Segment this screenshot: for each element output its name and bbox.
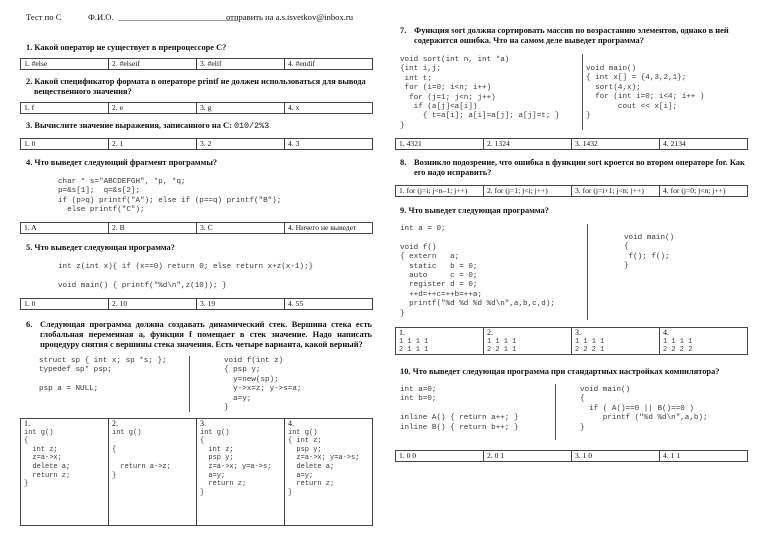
answer-option[interactable] <box>196 419 284 525</box>
question-7-number: 7. <box>400 26 407 35</box>
answer-code: int g() { int z; z=a->x; delete a; return z; } <box>24 428 71 489</box>
answer-number: 2. <box>487 328 493 337</box>
answer-option[interactable]: 3. 2 <box>196 139 284 149</box>
answer-option[interactable]: 3. 19 <box>196 299 284 309</box>
question-3 <box>26 121 269 131</box>
answer-code: 1 1 1 1 2 2 1 1 <box>487 337 517 354</box>
question-8 <box>414 158 745 178</box>
question-7 <box>414 26 729 46</box>
answer-code: 1 1 1 1 2 1 1 1 <box>399 337 429 354</box>
answer-code: int g() { int z; psp y; z=a->x; y=a->s; delete a; a=y; return z; } <box>288 428 360 497</box>
code-q6-left: struct sp { int x; sp *s; }; typedef sp* psp; psp a = NULL; <box>39 357 167 394</box>
code-q10-left: int a=0; int b=0; inline A() { return a++; } inline B() { return b++; } <box>400 386 519 432</box>
question-3-text: 3. Вычислите значение выражения, записанного на С: <box>26 121 234 130</box>
answer-option[interactable]: 4. 3 <box>284 139 372 149</box>
answer-number: 2. <box>112 419 118 428</box>
code-q7-right: void main() { int x[] = {4,3,2,1}; sort(4,x); for (int i=0; i<4; i++ ) cout << x[i]; } <box>586 65 705 121</box>
answer-option[interactable]: 4. 2134 <box>659 139 747 149</box>
answer-option[interactable]: 1. #else <box>24 59 48 68</box>
answer-option[interactable]: 3. for (j=i+1; j<n; j++) <box>571 186 659 196</box>
answer-number: 1. <box>24 419 30 428</box>
answer-option[interactable] <box>21 419 108 525</box>
question-4: 4. Что выведет следующий фрагмент программы? <box>26 158 218 167</box>
answer-code: int g() { return a->z; } <box>112 428 171 480</box>
code-divider <box>555 384 556 440</box>
answer-option[interactable]: 2. 1324 <box>483 139 571 149</box>
code-q4: char * s="ABCDEFGH", *p, *q; p=&s[1]; q=&s[2]; if (p>q) printf("A"); else if (p==q) printf("B"); else printf("C"); <box>58 178 282 215</box>
answer-option[interactable]: 1. A <box>24 223 37 232</box>
answer-option[interactable]: 4. #endif <box>284 59 372 69</box>
answer-option[interactable]: 3. C <box>196 223 284 233</box>
answers-q10 <box>395 450 748 462</box>
code-q5-line1: int z(int x){ if (x==0) return 0; else return x+z(x-1);} <box>58 263 314 271</box>
answer-option[interactable]: 1. for (j=i; j<n–1; j++) <box>399 186 468 195</box>
answer-option[interactable] <box>284 419 372 525</box>
question-6: Следующая программа должна создавать динамический стек. Вершина стека есть глобальная переменная a, функция f помещает в стек значение. Надо написать процедуру снятия с вершины стека значения. Есть четыре варианта, какой верный? <box>40 320 372 350</box>
question-7-line2: содержится ошибка. Что на самом деле выведет программа? <box>414 36 644 46</box>
answer-option[interactable]: 3. g <box>196 103 284 113</box>
code-q9-right: void main() { f(); f(); } <box>624 234 675 271</box>
answers-q9 <box>395 327 748 355</box>
answer-code: int g() { int z; psp y; z=a->x; y=a->s; a=y; return z; } <box>200 428 272 497</box>
code-q5-line2: void main() { printf("%d\n",z(10)); } <box>58 282 227 290</box>
answer-option[interactable]: 2. #elseif <box>108 59 196 69</box>
answers-q8 <box>395 185 748 197</box>
answer-option[interactable] <box>571 328 659 354</box>
answer-option[interactable]: 2. for (j=1; j<i; j++) <box>483 186 571 196</box>
question-2 <box>26 77 366 97</box>
code-q7-left: void sort(int n, int *a) {int i,j; int t; for (i=0; i<n; i++) for (j=1; j<n; j++) if (a[j]<a[i]) { t=a[i]; a[i]=a[j]; a[j]=t; } } <box>400 56 560 130</box>
answer-option[interactable]: 4. Ничего не выведет <box>284 223 372 233</box>
question-7-line1: Функция sort должна сортировать массив по возрастанию элементов, однако в ней <box>414 26 729 35</box>
code-divider <box>189 356 190 412</box>
answer-option[interactable]: 1. 0 0 <box>399 451 417 460</box>
answers-q5 <box>20 298 373 310</box>
answer-option[interactable]: 4. for (j=0; j<n; j++) <box>659 186 747 196</box>
question-8-number: 8. <box>400 158 407 167</box>
code-q10-right: void main() { if ( A()==0 || B()==0 ) printf ("%d %d\n",a,b); } <box>580 386 708 432</box>
answer-option[interactable]: 1. 0 <box>24 299 36 308</box>
answer-option[interactable]: 1. 4321 <box>399 139 422 148</box>
send-to-email: отправить на a.s.tsvetkov@inbox.ru <box>226 12 354 22</box>
question-8-line1: Возникло подозрение, что ошибка в функции sort кроется во втором операторе for. Как <box>414 158 745 167</box>
answer-option[interactable]: 2. 1 <box>108 139 196 149</box>
answer-option[interactable]: 4. 55 <box>284 299 372 309</box>
code-divider <box>582 54 583 130</box>
answers-q6 <box>20 418 373 526</box>
answer-option[interactable] <box>659 328 747 354</box>
answer-option[interactable]: 2. B <box>108 223 196 233</box>
question-2-line1: 2. Какой спецификатор формата в операторе printf не должен использоваться для вывода <box>26 77 366 86</box>
answer-option[interactable]: 2. 10 <box>108 299 196 309</box>
code-q6-right: void f(int z) { psp y; y=new(sp); y->x=z; y->s=a; a=y; } <box>224 357 302 413</box>
code-divider <box>587 224 588 320</box>
answers-q2 <box>20 102 373 114</box>
answer-option[interactable]: 1. f <box>24 103 35 112</box>
answer-option[interactable]: 3. #elif <box>196 59 284 69</box>
answer-option[interactable] <box>108 419 196 525</box>
answer-option[interactable]: 1. 0 <box>24 139 36 148</box>
code-q9-left: int a = 0; void f() { extern a; static b = 0; auto c = 0; register d = 0; ++d=++c=++b=++a; printf("%d %d %d %d\n",a,b,c,d); } <box>400 225 555 318</box>
question-3-expression: 010/2%3 <box>233 121 270 131</box>
question-10: 10. Что выведет следующая программа при стандартных настройках компилятора? <box>400 367 720 376</box>
question-8-line2: его надо исправить? <box>414 168 492 178</box>
answers-q3 <box>20 138 373 150</box>
answer-option[interactable]: 2. e <box>108 103 196 113</box>
answer-option[interactable] <box>396 328 483 354</box>
answer-number: 3. <box>200 419 206 428</box>
answer-option[interactable]: 2. 0 1 <box>483 451 571 461</box>
answer-code: 1 1 1 1 2 2 2 1 <box>575 337 605 354</box>
test-label: Тест по С <box>26 12 62 22</box>
answer-option[interactable]: 3. 1 0 <box>571 451 659 461</box>
question-5: 5. Что выведет следующая программа? <box>26 243 175 252</box>
fio-label: Ф.И.О. <box>88 12 114 22</box>
answer-option[interactable]: 3. 1432 <box>571 139 659 149</box>
question-2-line2: вещественного значения? <box>34 87 132 97</box>
question-1: 1. Какой оператор не существует в препроцессоре С? <box>26 43 227 52</box>
answer-number: 3. <box>575 328 581 337</box>
answer-option[interactable] <box>483 328 571 354</box>
answers-q4 <box>20 222 373 234</box>
answer-number: 4. <box>663 328 669 337</box>
answer-number: 1. <box>399 328 405 337</box>
question-9: 9. Что выведет следующая программа? <box>400 206 549 215</box>
answer-code: 1 1 1 1 2 2 2 2 <box>663 337 693 354</box>
fio-blank: ____________________________ <box>118 12 239 22</box>
answer-option[interactable]: 4. 1 1 <box>659 451 747 461</box>
answers-q1 <box>20 58 373 70</box>
answers-q7 <box>395 138 748 150</box>
question-6-number: 6. <box>26 320 33 329</box>
answer-number: 4. <box>288 419 294 428</box>
answer-option[interactable]: 4. x <box>284 103 372 113</box>
